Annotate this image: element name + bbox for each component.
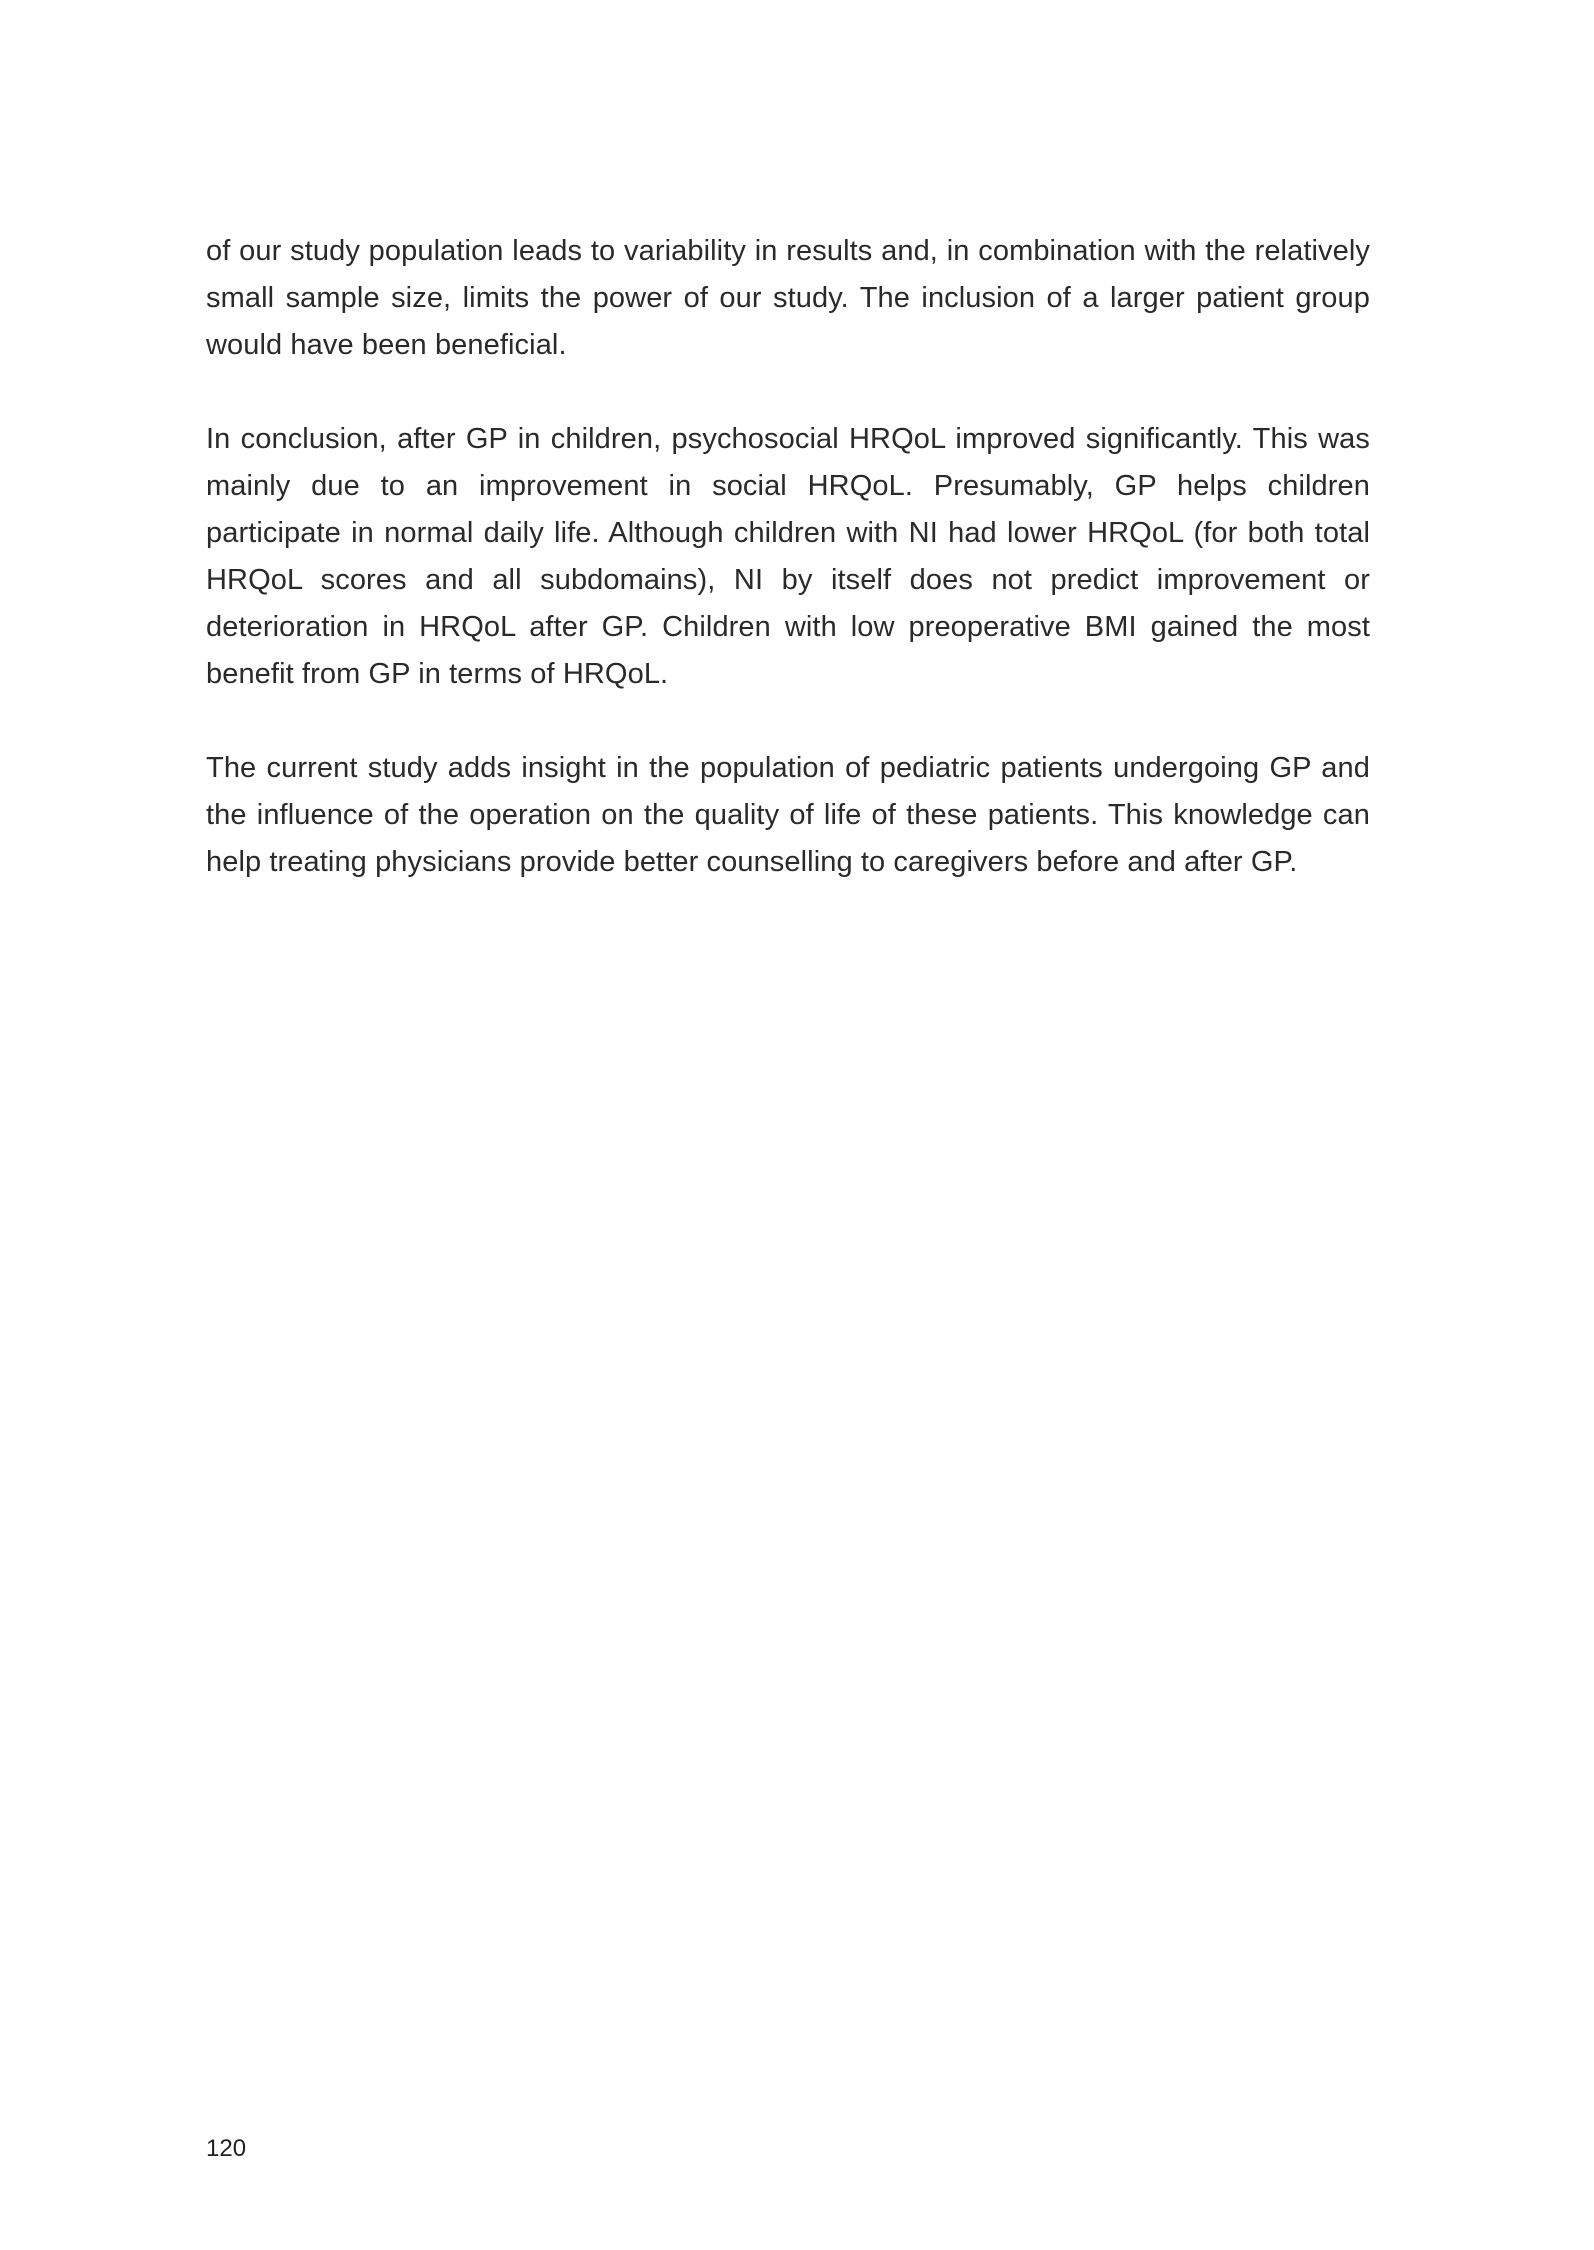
body-text	[206, 228, 1370, 933]
paragraph-limitations: of our study population leads to variability in results and, in combination with the relatively small sample size, limits the power of our study. The inclusion of a larger patient group would have been beneficial.	[206, 235, 1370, 361]
paragraph-implications: The current study adds insight in the population of pediatric patients undergoing GP and the influence of the operation on the quality of life of these patients. This knowledge can help treating physicians provide better counselling to caregivers before and after GP.	[206, 752, 1370, 878]
paragraph-conclusion: In conclusion, after GP in children, psychosocial HRQoL improved significantly. This was mainly due to an improvement in social HRQoL. Presumably, GP helps children participate in normal daily life. Although children with NI had lower HRQoL (for both total HRQoL scores and all subdomains), NI by itself does not predict improvement or deterioration in HRQoL after GP. Children with low preoperative BMI gained the most benefit from GP in terms of HRQoL.	[206, 423, 1370, 690]
page-number: 120	[206, 2135, 247, 2162]
